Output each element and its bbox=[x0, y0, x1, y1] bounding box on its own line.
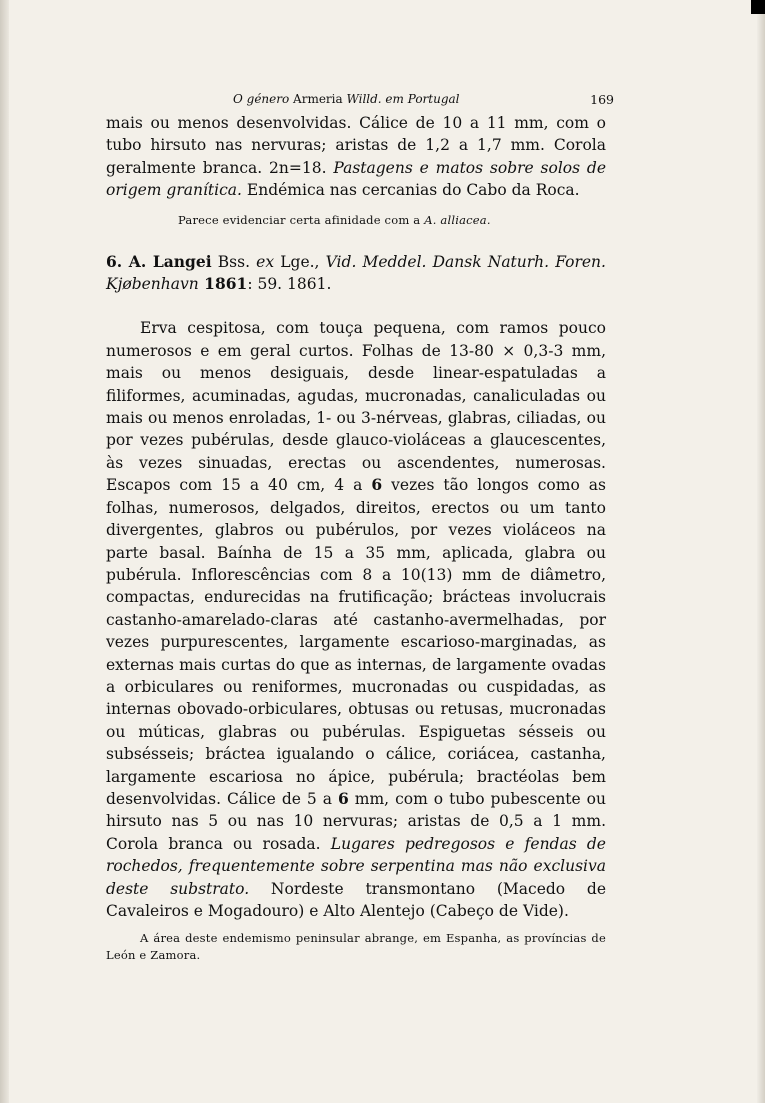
running-title: O género Armeria Willd. em Portugal bbox=[233, 92, 460, 106]
habitat-description: Lugares pedregosos e fendas de rochedos, frequentemente sobre serpentina mas não exclusiva deste substrato. bbox=[106, 834, 606, 898]
running-title-genus: Armeria bbox=[293, 92, 343, 106]
publication-title: Vid. Meddel. Dansk Naturh. Foren. Kjøbenhavn bbox=[106, 252, 606, 294]
footnote-affinity: Parece evidenciar certa afinidade com a A. alliacea. bbox=[178, 212, 491, 227]
species-reference: A. alliacea. bbox=[424, 212, 491, 227]
running-head bbox=[106, 92, 614, 112]
page-left-edge bbox=[0, 0, 9, 1103]
paragraph-continuation: mais ou menos desenvolvidas. Cálice de 10 a 11 mm, com o tubo hirsuto nas nervuras; aristas de 1,2 a 1,7 mm. Corola geralmente branca. 2n=18. Pastagens e matos sobre solos de origem granítica. Endémica nas cercanias do Cabo da Roca. bbox=[106, 114, 607, 200]
publication-volume: 1861 bbox=[198, 274, 248, 294]
scan-corner-mark bbox=[751, 0, 765, 14]
page-number: 169 bbox=[590, 92, 614, 107]
species-heading: 6. A. Langei Bss. ex Lge., Vid. Meddel. Dansk Naturh. Foren. Kjøbenhavn 1861: 59. 1861. bbox=[106, 251, 606, 294]
habitat-text: Pastagens e matos sobre solos de origem granítica. bbox=[106, 158, 607, 200]
footnote-distribution: A área deste endemismo peninsular abrange, em Espanha, as províncias de León e Zamora. bbox=[106, 931, 606, 963]
page-right-edge bbox=[757, 0, 765, 1103]
species-description: Erva cespitosa, com touça pequena, com ramos pouco numerosos e em geral curtos. Folhas de 13-80 × 0,3-3 mm, mais ou menos desiguais, desde linear-espatuladas a filiformes, acuminadas, agudas, mucronadas, canaliculadas ou mais ou menos enroladas, 1- ou 3-nérveas, glabras, ciliadas, ou por vezes pubérulas, desde glauco-violáceas a glaucescentes, às vezes sinuadas, erectas ou ascendentes, numerosas. Escapos com 15 a 40 cm, 4 a 6 vezes tão longos como as folhas, numerosos, delgados, direitos, erectos ou um tanto divergentes, glabros ou pubérulos, por vezes violáceos na parte basal. Baínha de 15 a 35 mm, aplicada, glabra ou pubérula. Inflorescências com 8 a 10(13) mm de diâmetro, compactas, endurecidas na frutificação; brácteas involucrais castanho-amarelado-claras até castanho-avermelhadas, por vezes purpurescentes, largamente escarioso-marginadas, as externas mais curtas do que as internas, de largamente ovadas a orbiculares ou reniformes, mucronadas ou cuspidadas, as internas obovado-orbiculares, obtusas ou retusas, mucronadas ou múticas, glabras ou pubérulas. Espiguetas sésseis ou subsésseis; bráctea igualando o cálice, coriácea, castanha, largamente escariosa no ápice, pubérula; bractéolas bem desenvolvidas. Cálice de 5 a 6 mm, com o tubo pubescente ou hirsuto nas 5 ou nas 10 nervuras; aristas de 0,5 a 1 mm. Corola branca ou rosada. Lugares pedregosos e fendas de rochedos, frequentemente sobre serpentina mas não exclusiva deste substrato. Nordeste transmontano (Macedo de Cavaleiros e Mogadouro) e Alto Alentejo (Cabeço de Vide). bbox=[106, 319, 606, 920]
page-content bbox=[106, 92, 614, 964]
species-number-name: 6. A. Langei bbox=[106, 251, 212, 271]
